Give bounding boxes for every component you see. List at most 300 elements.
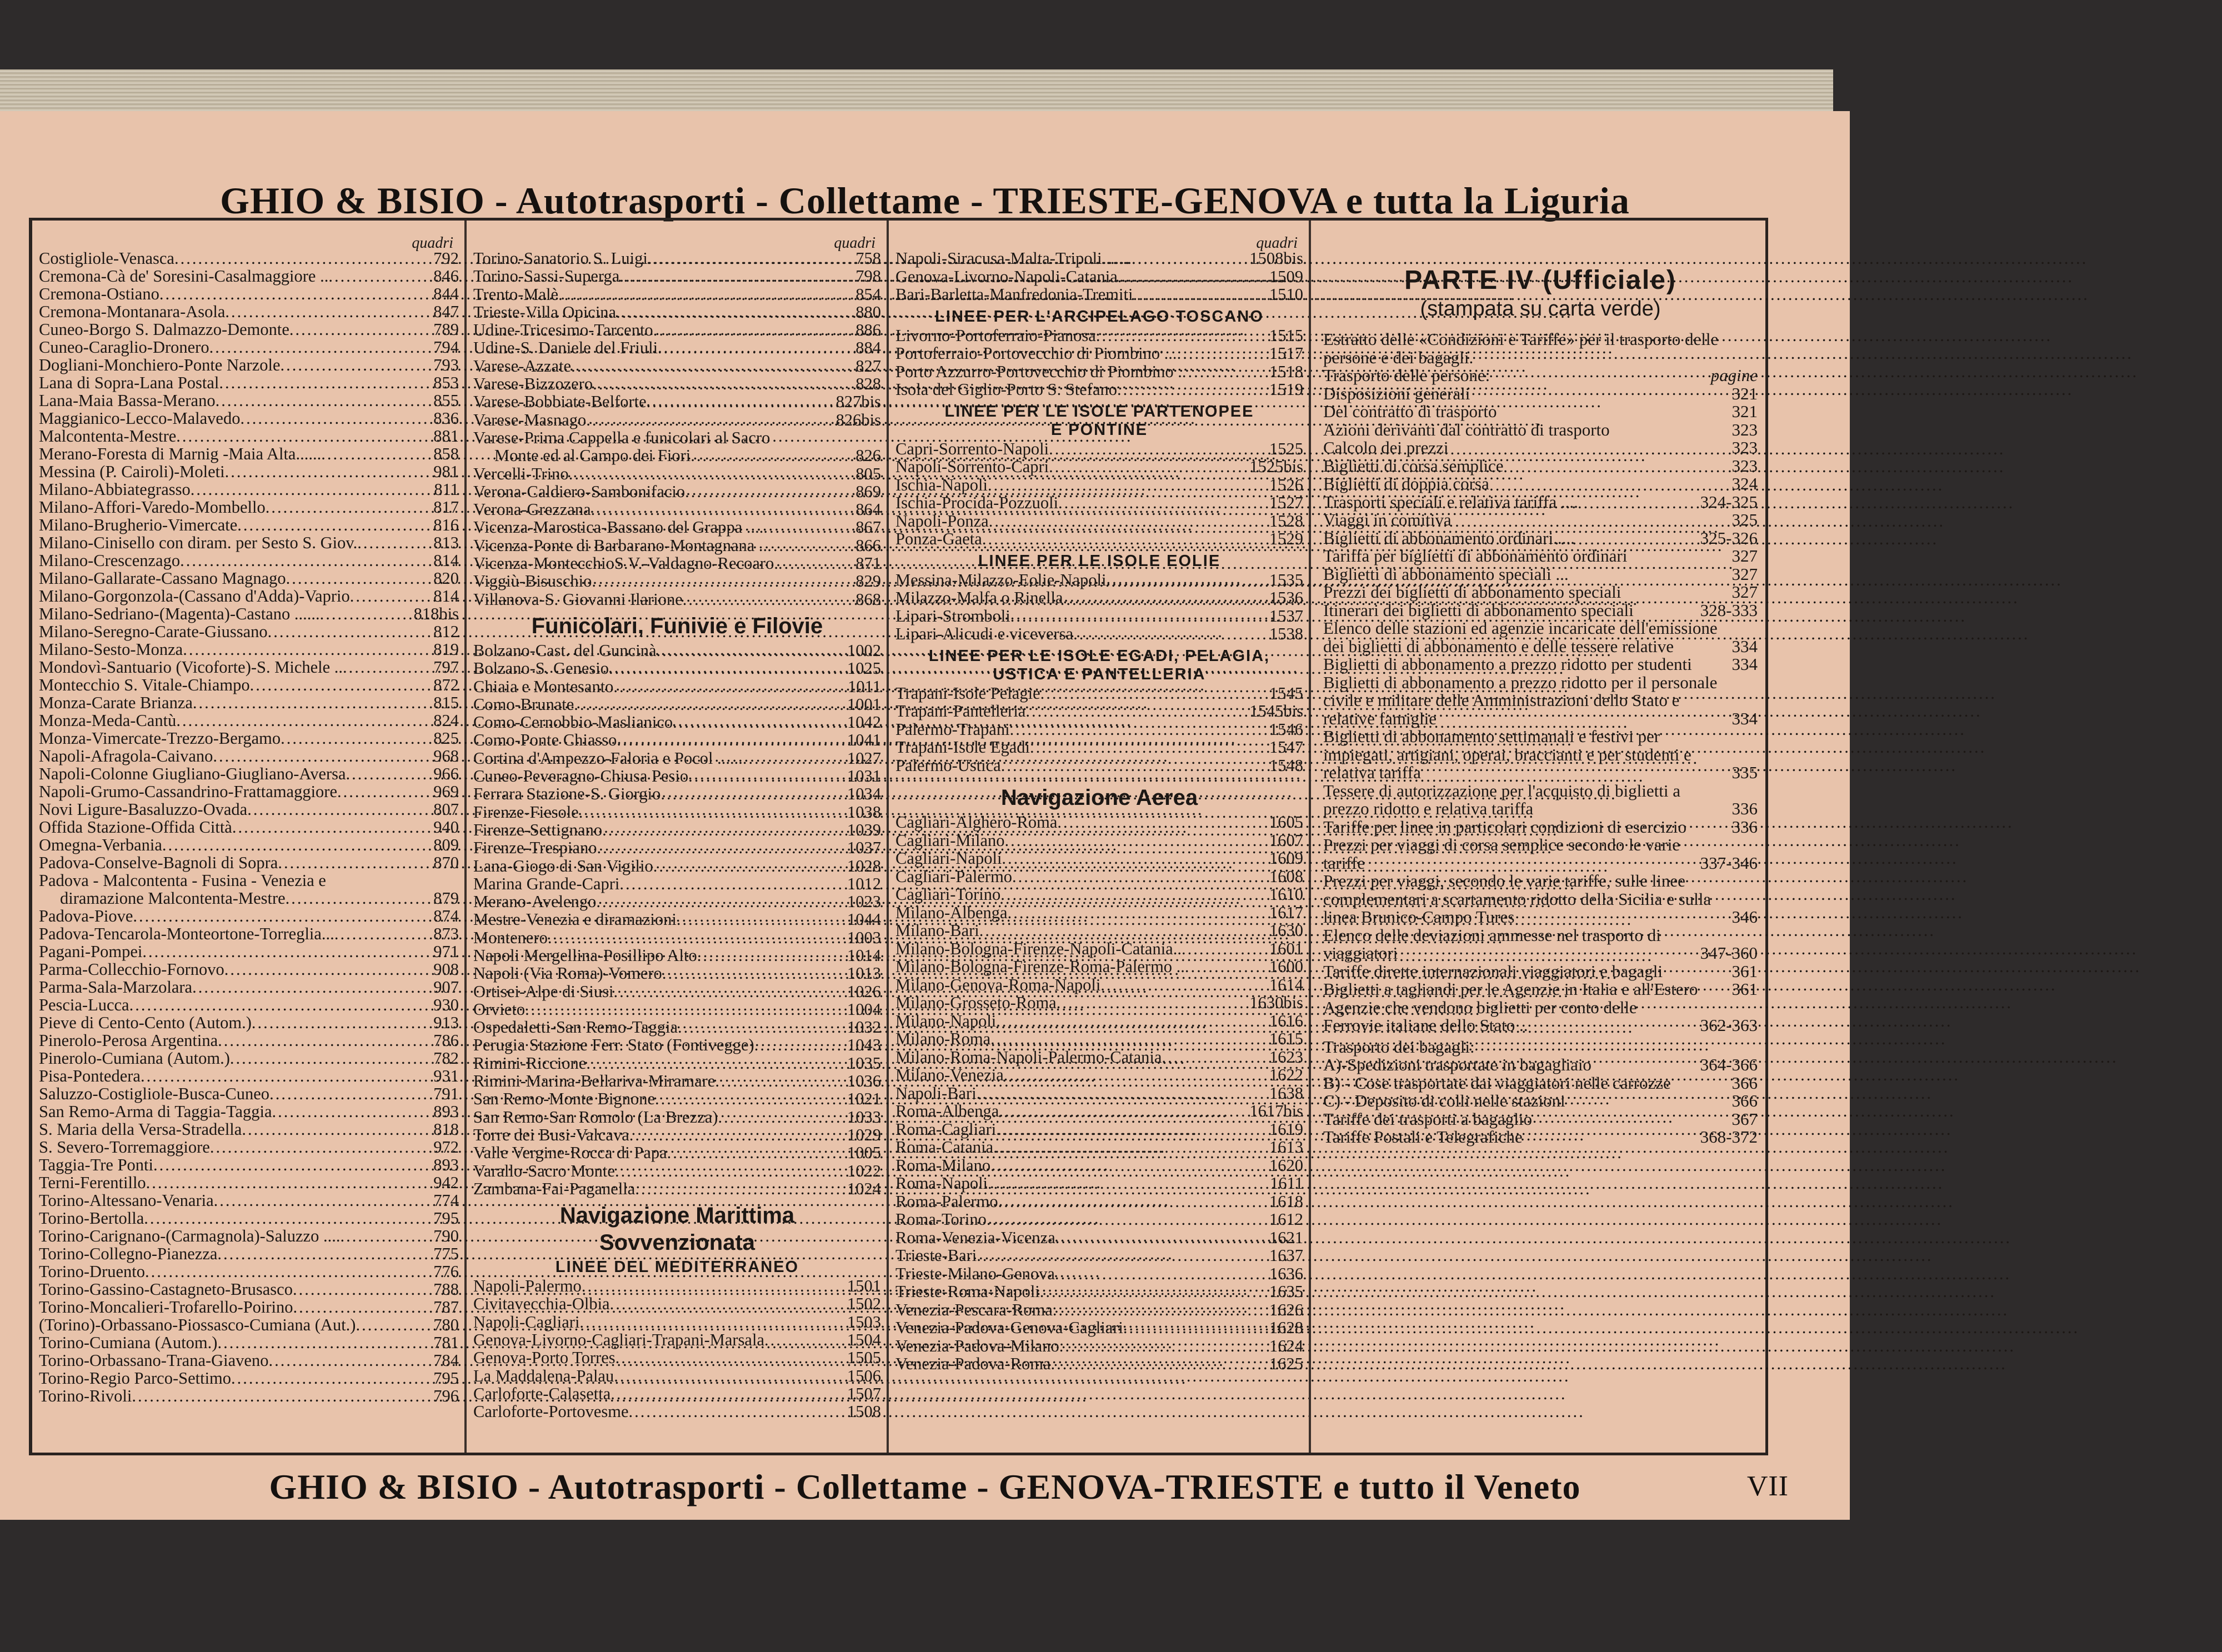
table-number: 1617: [1269, 903, 1303, 922]
route-name: Napoli-Siracusa-Malta-Tripoli ......: [895, 249, 1132, 268]
dot-leader: [1004, 1066, 1266, 1084]
entry-title: Tariffe Postali e Telegrafiche: [1323, 1127, 1523, 1147]
timetable-row: [473, 964, 881, 982]
route-name: Roma-Napoli: [895, 1174, 988, 1193]
dot-leader: [1053, 1301, 1266, 1319]
timetable-row: [473, 267, 881, 285]
route-name: Cremona-Montanara-Asola: [39, 302, 226, 321]
dot-leader: [218, 1032, 427, 1049]
table-number: 787: [433, 1298, 459, 1316]
timetable-row: [473, 1126, 881, 1144]
route-name: Rimini-Marina-Bellariva-Miramare: [473, 1072, 715, 1091]
timetable-row: [473, 731, 881, 749]
route-name: Trapani-Isole Egadi: [895, 738, 1030, 757]
dot-leader: [592, 572, 849, 590]
table-number: 868: [855, 589, 881, 609]
route-name: Torre dei Busi-Valcava: [473, 1125, 629, 1144]
timetable-row: [39, 676, 459, 694]
timetable-row: [473, 1144, 881, 1162]
entry-page: 366: [1731, 1073, 1758, 1093]
timetable-row: [895, 268, 1303, 286]
dot-leader: [209, 338, 427, 356]
route-name: Milano-Gorgonzola-(Cassano d'Adda)-Vaprio: [39, 587, 350, 605]
route-name: Monza-Meda-Cantù: [39, 711, 177, 730]
timetable-row: [39, 623, 459, 640]
dot-leader: [142, 943, 427, 960]
timetable-row: [895, 922, 1303, 940]
column-2: [467, 221, 889, 1453]
table-number: 826: [855, 446, 881, 465]
table-number: 940: [433, 818, 459, 837]
table-number: 1618: [1269, 1192, 1303, 1211]
table-number: 1547: [1269, 738, 1303, 757]
entry-title: Tariffa per biglietti di abbonamento ordinari: [1323, 546, 1628, 565]
route-name: Saluzzo-Costigliole-Busca-Cuneo: [39, 1084, 270, 1103]
table-number: 1638: [1269, 1083, 1303, 1103]
timetable-row: [39, 658, 459, 676]
route-name: Como-Ponte Chiasso: [473, 730, 617, 750]
col2-list-top: [473, 249, 881, 608]
timetable-row: [39, 1316, 459, 1334]
dot-leader: [132, 1387, 427, 1405]
table-number: 1529: [1269, 529, 1303, 548]
timetable-row: [895, 1319, 1303, 1337]
timetable-row: [39, 800, 459, 818]
timetable-row: [895, 363, 1303, 381]
dot-leader: [596, 893, 844, 910]
dot-leader: [145, 1263, 427, 1280]
route-name: Torino-Carignano-(Carmagnola)-Saluzzo ....: [39, 1227, 341, 1245]
route-name: Roma-Milano: [895, 1155, 991, 1175]
col3-list-eolie: [895, 571, 1303, 643]
route-name: Milano-Roma-Napoli-Palermo-Catania: [895, 1047, 1162, 1067]
dot-leader: [1055, 1265, 1266, 1283]
timetable-row: [39, 747, 459, 765]
route-name: Porto Azzurro-Portovecchio di Piombino .: [895, 362, 1182, 381]
table-number: 826bis: [835, 410, 881, 429]
dot-leader: [683, 590, 849, 608]
dot-leader: [610, 1385, 844, 1403]
route-name: Napoli Mergellina-Posillipo Alto: [473, 945, 697, 965]
table-number: 1615: [1269, 1029, 1303, 1048]
table-number: 782: [433, 1049, 459, 1068]
timetable-row: [895, 1174, 1303, 1193]
timetable-row: [473, 1018, 881, 1036]
timetable-row: [473, 1331, 881, 1349]
timetable-row: [895, 1193, 1303, 1211]
table-number: 1626: [1269, 1300, 1303, 1319]
dot-leader: [340, 1227, 427, 1245]
dot-leader: [993, 1138, 1266, 1157]
route-name: Cagliari-Torino: [895, 885, 1001, 904]
dot-leader: [1012, 868, 1266, 886]
dot-leader: [1040, 1283, 1266, 1301]
timetable-row: [895, 458, 1303, 476]
dot-leader: [266, 498, 427, 516]
dot-leader: [337, 783, 427, 800]
table-number: 797: [433, 658, 459, 677]
route-name: Torino-Rivoli: [39, 1386, 132, 1405]
route-name: Orvieto: [473, 999, 526, 1019]
table-number: 1506: [847, 1366, 881, 1385]
table-number: 813: [433, 533, 459, 552]
timetable-row: [39, 1192, 459, 1209]
index-entry: [1323, 1092, 1758, 1110]
route-name: Lipari-Alicudi e viceversa: [895, 624, 1074, 643]
col1-list: [39, 249, 459, 1405]
dot-leader: [525, 1000, 844, 1018]
dot-leader: [230, 1049, 427, 1067]
dot-leader: [321, 445, 427, 463]
timetable-row: [473, 875, 881, 893]
timetable-row: [473, 947, 881, 964]
entry-page: 366: [1731, 1091, 1758, 1110]
route-name: Lana-Giogo di San Vigilio: [473, 856, 653, 875]
dot-leader: [346, 765, 427, 783]
entry-title: Biglietti di corsa semplice: [1323, 455, 1504, 475]
route-name: Udine-S. Daniele del Friuli: [473, 338, 658, 358]
route-name: Monza-Vimercate-Trezzo-Bergamo: [39, 729, 281, 748]
table-number: 1518: [1269, 362, 1303, 381]
entry-page: 327: [1731, 582, 1758, 602]
dot-leader: [232, 818, 427, 836]
entry-title: Elenco delle stazioni ed agenzie incaricate dell'emissione dei biglietti di abbonamento e delle tessere relative: [1323, 618, 1718, 656]
dot-leader: [1057, 994, 1247, 1012]
table-number: 1042: [847, 713, 881, 732]
table-number: 1613: [1269, 1138, 1303, 1157]
table-number: 836: [433, 409, 459, 428]
route-name: Verona-Grezzana: [473, 500, 591, 519]
table-number: 1033: [847, 1107, 881, 1127]
dot-leader: [647, 393, 833, 411]
dot-leader: [293, 1298, 427, 1316]
timetable-row: [895, 1066, 1303, 1084]
dot-leader: [162, 836, 427, 854]
dot-leader: [619, 267, 849, 285]
timetable-row: [895, 832, 1303, 850]
dot-leader: [610, 1295, 844, 1313]
entry-title: Tariffe per linee in particolari condizioni di esercizio: [1323, 817, 1686, 837]
route-name: Costigliole-Venasca: [39, 249, 174, 268]
table-number: 774: [433, 1191, 459, 1210]
entry-title: Azioni derivanti dal contratto di trasporto: [1323, 419, 1610, 439]
dot-leader: [281, 729, 427, 747]
table-number: 812: [433, 622, 459, 641]
dot-leader: [678, 1018, 844, 1036]
table-number: 795: [433, 1209, 459, 1228]
dot-leader: [613, 678, 844, 695]
table-number: 1609: [1269, 849, 1303, 868]
route-name: Lana-Maia Bassa-Merano: [39, 391, 216, 410]
entry-title: Tessere di autorizzazione per l'acquisto di biglietti a prezzo ridotto e relativa tariffa: [1323, 780, 1680, 818]
dot-leader: [718, 1108, 844, 1126]
table-number: 794: [433, 338, 459, 357]
section-pontine: E PONTINE: [1050, 420, 1148, 439]
route-name: Maggianico-Lecco-Malavedo: [39, 409, 241, 428]
timetable-row: [895, 1229, 1303, 1247]
parte-subtitle: (stampata su carta verde): [1420, 297, 1661, 321]
index-entry: [1323, 619, 1758, 655]
table-number: 1622: [1269, 1065, 1303, 1084]
route-name: Varese-Bizzozero: [473, 374, 593, 394]
route-name: Trieste-Villa Opicina: [473, 302, 617, 322]
dot-leader: [629, 1403, 844, 1420]
dot-leader: [743, 749, 844, 767]
route-name: Milano-Albenga: [895, 903, 1008, 922]
dot-leader: [1059, 1337, 1266, 1355]
table-number: 1548: [1269, 755, 1303, 775]
bottom-advertisement-header: [0, 1466, 1850, 1508]
route-name: Milano-Affori-Varedo-Mombello: [39, 498, 266, 517]
timetable-row: [39, 712, 459, 729]
timetable-row: [895, 327, 1303, 345]
table-number: 930: [433, 995, 459, 1014]
index-entry: [1323, 457, 1758, 475]
route-name: Marina Grande-Capri: [473, 874, 620, 893]
entry-title: Viaggi in comitiva: [1323, 510, 1452, 529]
table-number: 1637: [1269, 1246, 1303, 1265]
index-entry: [1323, 999, 1758, 1035]
timetable-row: [473, 713, 881, 731]
timetable-row: [473, 303, 881, 321]
timetable-row: [473, 1180, 881, 1198]
timetable-row: [39, 1120, 459, 1138]
route-name: Carloforte-Calasetta: [473, 1384, 611, 1403]
entry-title: Calcolo dei prezzi: [1323, 438, 1449, 457]
timetable-row: [39, 285, 459, 303]
timetable-row: [473, 1108, 881, 1126]
table-number: 893: [433, 1102, 459, 1121]
col3-list-toscano: [895, 327, 1303, 399]
timetable-row: [473, 1313, 881, 1331]
table-number: 811: [434, 480, 459, 499]
table-number: 1039: [847, 820, 881, 839]
dot-leader: [237, 516, 427, 534]
table-number: 1001: [847, 694, 881, 714]
section-arcipelago-toscano: LINEE PER L'ARCIPELAGO TOSCANO: [935, 307, 1264, 326]
route-name: Cagliari-Milano: [895, 830, 1005, 850]
dot-leader: [176, 427, 427, 445]
table-number: 1630bis: [1249, 993, 1303, 1012]
timetable-row: [473, 249, 881, 267]
entry-page: 328-333: [1700, 600, 1758, 620]
timetable-row: [473, 1367, 881, 1385]
timetable-row: [39, 960, 459, 978]
timetable-row: [39, 1209, 459, 1227]
entry-title: Elenco delle deviazioni ammesse nel trasporto di viaggiatori: [1323, 925, 1661, 963]
timetable-row: [895, 813, 1303, 832]
page-number: VII: [1746, 1470, 1789, 1502]
dot-leader: [688, 767, 844, 785]
timetable-row: [39, 534, 459, 552]
table-number: 1005: [847, 1143, 881, 1163]
route-name: Milazzo-Malfa o Rinella: [895, 588, 1063, 607]
dot-leader: [225, 463, 427, 480]
dot-leader: [571, 357, 849, 375]
index-entry: [1323, 1074, 1758, 1093]
dot-leader: [269, 1085, 427, 1103]
route-name: Milano-Venezia: [895, 1065, 1004, 1084]
dot-leader: [1049, 440, 1266, 458]
table-number: 1601: [1269, 939, 1303, 958]
table-number: 1515: [1269, 326, 1303, 345]
route-name: Cagliari-Palermo: [895, 867, 1013, 886]
table-number: 820: [433, 569, 459, 588]
table-number: 931: [433, 1067, 459, 1085]
column-4-parte-iv: [1311, 221, 1765, 1453]
timetable-row: [895, 738, 1303, 757]
dot-leader: [574, 695, 844, 713]
entry-page: 325: [1731, 510, 1758, 529]
section-eolie: LINEE PER LE ISOLE EOLIE: [978, 552, 1221, 570]
timetable-row: [473, 1385, 881, 1403]
entry-page: 335: [1731, 763, 1758, 782]
entry-title: Prezzi per viaggi, secondo le varie tariffe, sulle linee complementari a scartamento ridotto della Sicilia e sulla linea Brunico-Campo Tures: [1323, 871, 1711, 927]
dot-leader: [272, 1103, 427, 1120]
table-number: 869: [855, 482, 881, 501]
dot-leader: [1096, 327, 1266, 345]
table-number: 1616: [1269, 1011, 1303, 1030]
entry-page: 324: [1731, 474, 1758, 493]
dot-leader: [660, 785, 844, 803]
table-number: 784: [433, 1351, 459, 1370]
route-name: Milano-Genova-Roma-Napoli: [895, 975, 1101, 994]
dot-leader: [1057, 813, 1266, 832]
table-number: 854: [855, 284, 881, 304]
dot-leader: [609, 659, 844, 677]
table-number: 1536: [1269, 588, 1303, 607]
entry-title: Biglietti di abbonamento a prezzo ridotto per il personale civile e militare delle Amministrazioni dello Stato e relative famiglie: [1323, 672, 1718, 728]
table-number: 908: [433, 960, 459, 979]
timetable-row: [39, 1138, 459, 1156]
table-number: 1525bis: [1249, 457, 1303, 476]
table-number: 814: [433, 587, 459, 605]
table-number: 807: [433, 800, 459, 819]
route-name: Perugia Stazione Ferr. Stato (Fontivegge): [473, 1035, 754, 1055]
table-number: 1508: [847, 1402, 881, 1421]
dot-leader: [350, 587, 427, 605]
timetable-row: [895, 1337, 1303, 1355]
dot-leader: [778, 554, 849, 572]
dot-leader: [286, 889, 427, 907]
table-number: 1028: [847, 856, 881, 875]
timetable-row: [473, 483, 881, 500]
entry-page: 323: [1731, 438, 1758, 457]
route-name: Chiaia e Montesanto: [473, 677, 614, 696]
table-number: 864: [855, 500, 881, 519]
route-name: Milano-Crescenzago: [39, 551, 181, 570]
index-entry: [1323, 728, 1758, 782]
dot-leader: [662, 964, 844, 982]
route-name: Roma-Venezia-Vicenza: [895, 1228, 1055, 1247]
section-egadi: LINEE PER LE ISOLE EGADI, PELAGIA,: [928, 647, 1270, 665]
dot-leader: [1002, 849, 1266, 868]
route-name: Padova-Piove: [39, 907, 133, 925]
table-number: 1022: [847, 1161, 881, 1180]
entry-page: 325-326: [1700, 528, 1758, 548]
dot-leader: [648, 249, 849, 267]
route-name: Messina-Milazzo-Eolie-Napoli: [895, 570, 1107, 589]
section-navigazione-aerea: Navigazione Aerea: [1000, 785, 1198, 810]
index-entry: [1323, 963, 1758, 981]
route-name: Torino-Cumiana (Autom.): [39, 1333, 218, 1352]
timetable-row: [473, 821, 881, 839]
route-name: Lipari-Stromboli: [895, 606, 1010, 625]
timetable-row: [39, 996, 459, 1014]
index-entry: [1323, 547, 1758, 565]
timetable-row: [39, 978, 459, 996]
entry-title: Prezzi dei biglietti di abbonamento speciali: [1323, 582, 1622, 602]
route-name: Roma-Cagliari: [895, 1119, 997, 1139]
dot-leader: [286, 569, 427, 587]
table-number: 1025: [847, 659, 881, 678]
timetable-row: [895, 1355, 1303, 1373]
dot-leader: [1010, 607, 1266, 625]
dot-leader: [579, 1313, 844, 1331]
dot-leader: [176, 712, 427, 729]
table-number: 1031: [847, 767, 881, 786]
table-number: 1037: [847, 838, 881, 858]
table-number: 780: [433, 1315, 459, 1334]
dot-leader: [656, 642, 844, 659]
timetable-row: [473, 695, 881, 713]
dot-leader: [653, 321, 849, 339]
timetable-row: [39, 729, 459, 747]
index-entry: [1323, 385, 1758, 403]
dot-leader: [582, 1277, 844, 1295]
dot-leader: [1008, 904, 1266, 922]
route-name: Bolzano-Cast. del Guncinà: [473, 640, 657, 660]
table-number: 844: [433, 284, 459, 303]
timetable-row: [895, 976, 1303, 994]
timetable-row: [473, 286, 881, 303]
dot-leader: [1117, 381, 1266, 399]
route-name: Dogliani-Monchiero-Ponte Narzole: [39, 356, 281, 374]
timetable-row: [39, 765, 459, 783]
dot-leader: [242, 1120, 427, 1138]
table-number: 1620: [1269, 1155, 1303, 1175]
route-name: Mestre-Venezia e diramazioni: [473, 910, 677, 929]
timetable-row: [895, 381, 1303, 399]
table-number: 1600: [1269, 957, 1303, 976]
timetable-row: [895, 249, 1303, 268]
dot-leader: [144, 1209, 427, 1227]
timetable-row: [895, 720, 1303, 739]
table-number: 1538: [1269, 624, 1303, 643]
persone-heading: [1323, 367, 1758, 385]
dot-leader: [146, 1174, 427, 1192]
index-entry: [1323, 529, 1758, 548]
route-name: Ferrara Stazione-S. Giorgio: [473, 784, 661, 804]
table-number: 1636: [1269, 1264, 1303, 1283]
dot-leader: [1073, 625, 1266, 643]
route-name: Genova-Livorno-Cagliari-Trapani-Marsala: [473, 1330, 764, 1350]
table-number: 1021: [847, 1089, 881, 1109]
dot-leader: [655, 1090, 844, 1108]
index-entry: [1323, 421, 1758, 439]
route-name: Trieste-Bari: [895, 1246, 977, 1265]
entry-page: 323: [1731, 455, 1758, 475]
route-name: Milano-Gallarate-Cassano Magnago: [39, 569, 286, 588]
dot-leader: [153, 1156, 427, 1174]
dot-leader: [320, 605, 411, 623]
timetable-row: [895, 530, 1303, 548]
route-name: Varese-Bobbiate-Belforte: [473, 392, 647, 412]
route-name: Trapani-Isole Pelagie: [895, 683, 1040, 703]
route-name: Como-Brunate: [473, 694, 574, 714]
table-number: 776: [433, 1262, 459, 1281]
table-number: 827bis: [835, 392, 881, 412]
